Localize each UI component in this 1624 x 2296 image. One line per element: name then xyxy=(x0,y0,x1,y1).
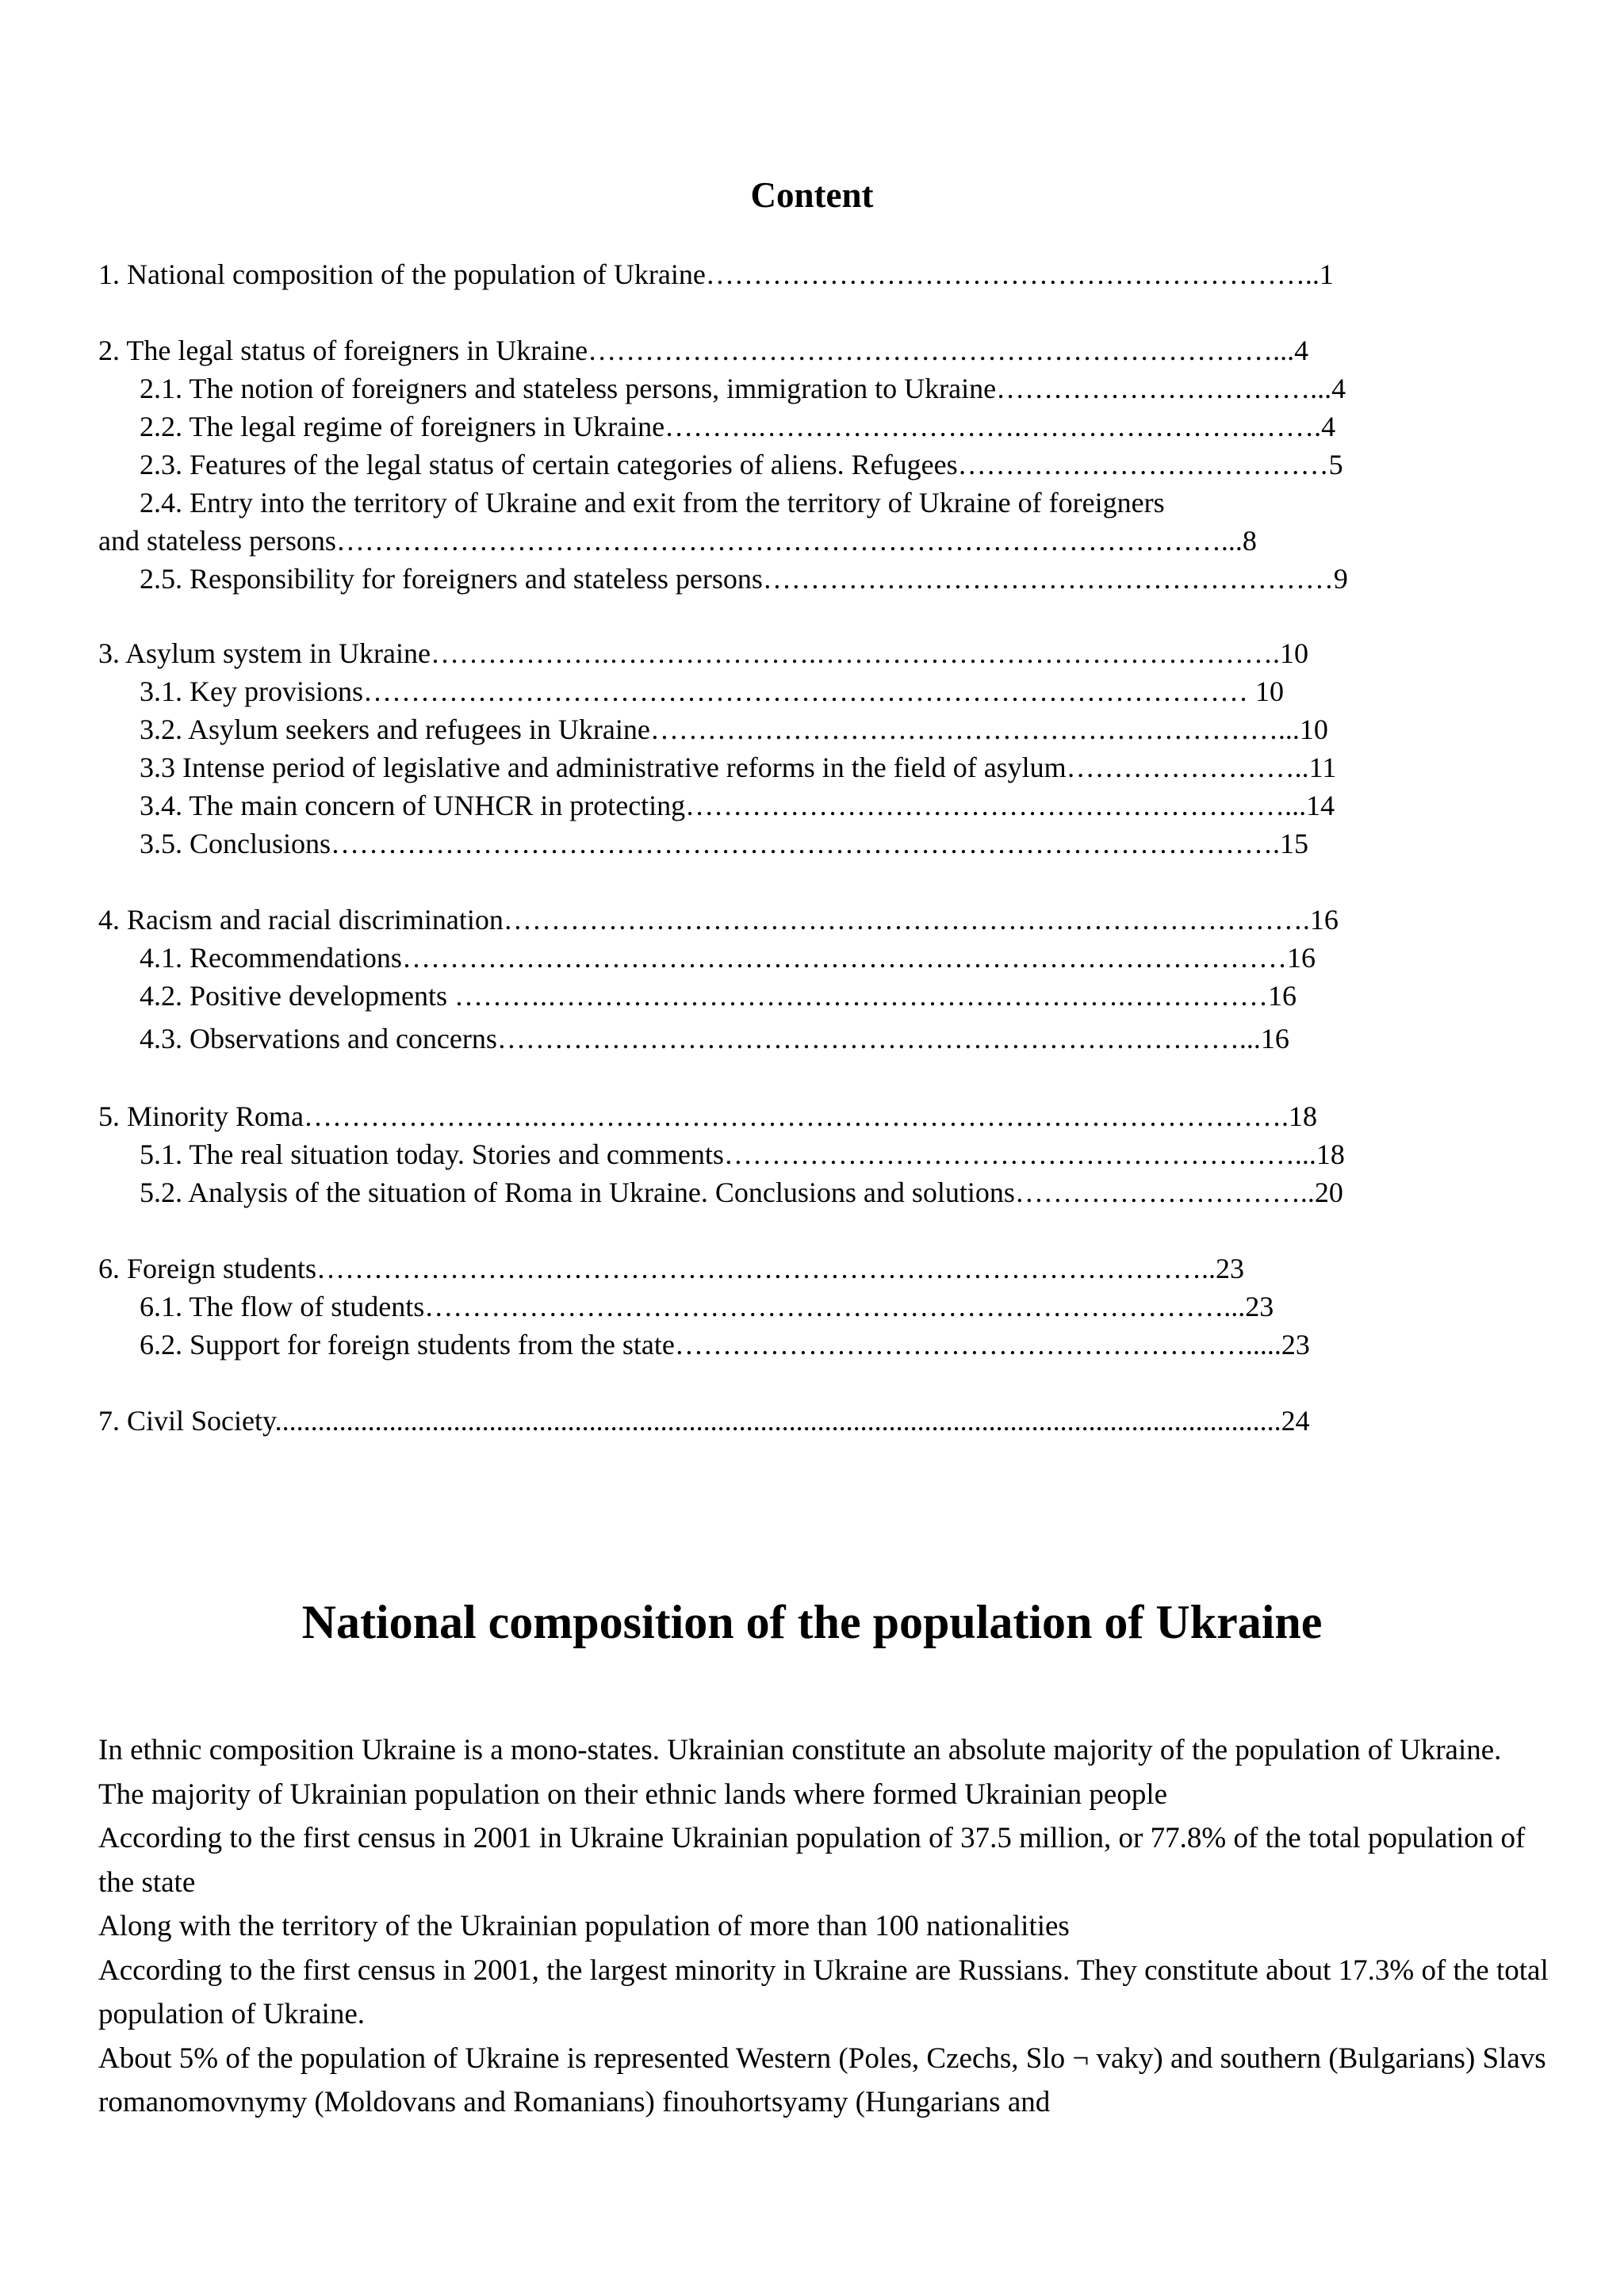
toc-entry-3-2: 3.2. Asylum seekers and refugees in Ukraine…………………………………………………………...10 xyxy=(140,714,1328,745)
toc-entry-3-1: 3.1. Key provisions………………………………………………………………………………… 10 xyxy=(140,675,1284,707)
toc-entry-2-2: 2.2. The legal regime of foreigners in Ukraine……….……………………….…………………….…….4 xyxy=(140,411,1336,442)
toc-title: Content xyxy=(750,175,874,215)
toc-entry-2-3: 2.3. Features of the legal status of certain categories of aliens. Refugees…………………………………5 xyxy=(140,449,1343,480)
toc-entry-6-1: 6.1. The flow of students…………………………………………………………………………...23 xyxy=(140,1291,1274,1322)
toc-entry-2-5: 2.5. Responsibility for foreigners and stateless persons……………………………………………………9 xyxy=(140,563,1348,595)
toc-entry-4-3: 4.3. Observations and concerns……………………………………………………………………...16 xyxy=(140,1023,1289,1054)
toc-entry-1: 1. National composition of the population of Ukraine………………………………………………………..1 xyxy=(98,258,1334,290)
toc-entry-3-3: 3.3 Intense period of legislative and administrative reforms in the field of asylum……………………..11 xyxy=(140,752,1337,783)
body-paragraph: According to the first census in 2001 in Ukraine Ukrainian population of 37.5 million, or 77.8% of the total population of the state xyxy=(98,1822,1526,1899)
body-paragraph: About 5% of the population of Ukraine is represented Western (Poles, Czechs, Slo ¬ vaky) and southern (Bulgarians) Slavs romanomovnymy (Moldovans and Romanians) finouhortsyamy (Hungarians and xyxy=(98,2042,1546,2118)
toc-entry-5-1: 5.1. The real situation today. Stories and comments……………………………………………………...18 xyxy=(140,1138,1345,1170)
toc-entry-3: 3. Asylum system in Ukraine……………….………………….………………………………………….10 xyxy=(98,637,1308,669)
toc-entry-4-1: 4.1. Recommendations…………………………………………………………………………………16 xyxy=(140,942,1316,974)
toc-entry-3-5: 3.5. Conclusions……………………………………………………………………………………….15 xyxy=(140,828,1309,859)
toc-entry-4-2: 4.2. Positive developments ……….…………………………………………………….……………16 xyxy=(140,980,1297,1012)
body-paragraph: Along with the territory of the Ukrainian population of more than 100 nationalities xyxy=(98,1910,1070,1942)
toc-entry-6-2: 6.2. Support for foreign students from the state…………………………………………………….....23 xyxy=(140,1329,1310,1360)
section-heading: National composition of the population of Ukraine xyxy=(301,1596,1323,1648)
toc-entry-7: 7. Civil Society.............................................................................................................................................24 xyxy=(98,1405,1310,1437)
toc-entry-2-4-continued: and stateless persons…………………………………………………………………………………...8 xyxy=(98,525,1257,557)
toc-entry-4: 4. Racism and racial discrimination………………………………………………………………………….16 xyxy=(98,904,1339,936)
toc-entry-2-4: 2.4. Entry into the territory of Ukraine and exit from the territory of Ukraine of foreigners xyxy=(140,487,1165,519)
toc-entry-5: 5. Minority Roma…………………….…………………………………………………………………….18 xyxy=(98,1100,1317,1132)
section-body xyxy=(98,1728,1549,2125)
body-paragraph: According to the first census in 2001, the largest minority in Ukraine are Russians. They constitute about 17.3% of the total population of Ukraine. xyxy=(98,1954,1549,2030)
toc-entry-5-2: 5.2. Analysis of the situation of Roma in Ukraine. Conclusions and solutions…………………………..20 xyxy=(140,1177,1343,1208)
toc-entry-3-4: 3.4. The main concern of UNHCR in protecting………………………………………………………...14 xyxy=(140,790,1335,821)
body-paragraph: In ethnic composition Ukraine is a mono-states. Ukrainian constitute an absolute majority of the population of Ukraine. The majority of Ukrainian population on their ethnic lands where formed Ukrainian people xyxy=(98,1734,1502,1811)
toc-entry-2-1: 2.1. The notion of foreigners and stateless persons, immigration to Ukraine……………………………...4 xyxy=(140,373,1346,404)
toc-entry-6: 6. Foreign students…………………………………………………………………………………..23 xyxy=(98,1253,1244,1284)
toc-entry-2: 2. The legal status of foreigners in Ukraine………………………………………………………………...4 xyxy=(98,335,1309,366)
